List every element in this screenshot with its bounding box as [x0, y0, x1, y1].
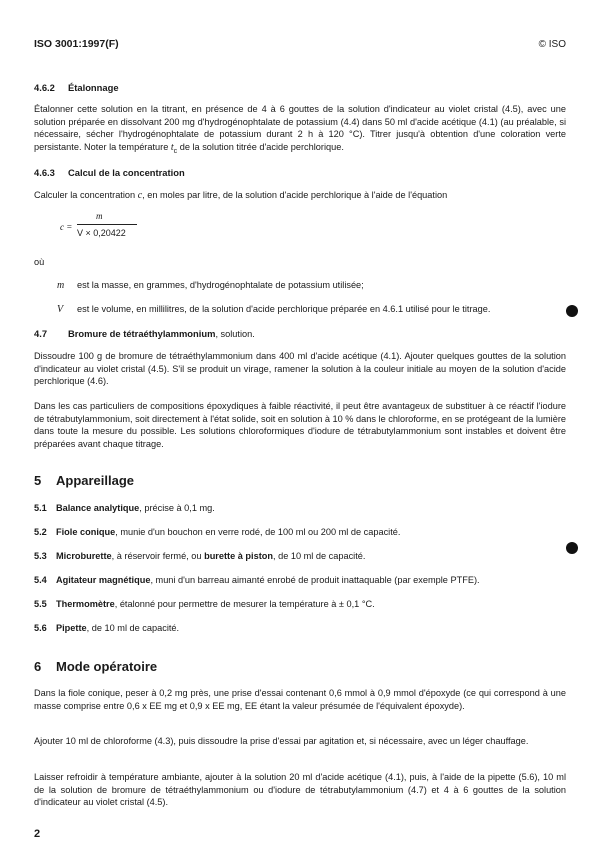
intro-text: Calculer la concentration [34, 190, 136, 200]
section-title: Mode opératoire [56, 659, 158, 674]
item-number: 5.4 [34, 575, 47, 585]
copyright-mark: © ISO [538, 39, 566, 50]
equation-numerator: m [96, 211, 103, 221]
item-name: Fiole conique [56, 527, 116, 537]
item-number: 5.5 [34, 599, 47, 609]
equipment-item [34, 551, 566, 564]
item-number: 5.3 [34, 551, 47, 561]
section-title: Étalonnage [68, 82, 119, 93]
item-name: Agitateur magnétique [56, 575, 151, 585]
v-symbol: V [57, 304, 64, 315]
section-4-6-3-intro [34, 189, 566, 203]
section-4-6-3-heading [34, 167, 185, 178]
section-6-para-3: Laisser refroidir à température ambiante, ajouter à la solution 20 ml d'acide acétique (4.1), puis, à l'aide de la pipette (5.6), 10 ml de la solution de bromure de tétraéthylammonium ou d'iodure de tétrabutylammonium (4.7) et 4 à 6 gouttes de la solution d'indicateur au violet cristal (4.5). [34, 772, 566, 808]
definition-v-text: est le volume, en millilitres, de la solution d'acide perchlorique préparée en 4.6.1 utilisé pour le titrage. [77, 304, 491, 314]
section-title: Calcul de la concentration [68, 167, 185, 178]
section-title-suffix: , solution. [215, 329, 255, 339]
section-number: 5 [34, 473, 42, 488]
equipment-item [34, 527, 566, 540]
item-number: 5.6 [34, 623, 47, 633]
page-number: 2 [34, 828, 41, 840]
equipment-item [34, 599, 566, 612]
body-text: Étalonner cette solution en la titrant, en présence de 4 à 6 gouttes de la solution d'indicateur au violet cristal (4.5), avec une solution préparée en dissolvant 200 mg d'hydrogénophtalate de potassium (4.4) dans 50 ml d'acide acétique (4.1) (au préalable, si nécessaire, sécher l'hydrogénophtalate de potassium durant 2 h à 120 °C). Titrer jusqu'à obtention d'une coloration verte persistante. Noter la température [34, 104, 566, 152]
section-title: Appareillage [56, 473, 135, 488]
section-5-heading [34, 473, 134, 488]
equation-lhs: c = [60, 222, 73, 232]
where-label: où [34, 257, 45, 267]
section-4-7-para-1: Dissoudre 100 g de bromure de tétraéthylammonium dans 400 ml d'acide acétique (4.1). Ajouter quelques gouttes de la solution d'indicateur au violet cristal (4.5). S'il se produit un virage, ramener la solution à la couleur initiale au moyen de la solution d'acide perchlorique (4.6). [34, 351, 566, 387]
body-text-end: de la solution titrée d'acide perchlorique. [179, 141, 344, 152]
m-symbol: m [57, 280, 65, 291]
item-text: , étalonné pour permettre de mesurer la température à ± 0,1 °C. [114, 599, 375, 609]
section-6-heading [34, 659, 157, 674]
change-marker-bullet [566, 542, 578, 554]
item-name-alt: burette à piston [204, 551, 273, 561]
item-number: 5.2 [34, 527, 47, 537]
item-text: , muni d'un barreau aimanté enrobé de produit inattaquable (par exemple PTFE). [150, 575, 480, 585]
item-number: 5.1 [34, 503, 47, 513]
section-title: Bromure de tétraéthylammonium [68, 328, 216, 339]
item-text: , à réservoir fermé, ou [111, 551, 205, 561]
t-symbol: t [170, 141, 174, 153]
item-text: , précise à 0,1 mg. [139, 503, 215, 513]
item-name: Pipette [56, 623, 87, 633]
item-name: Microburette [56, 551, 112, 561]
definition-m-text: est la masse, en grammes, d'hydrogénophtalate de potassium utilisée; [77, 280, 364, 290]
section-number: 4.6.3 [34, 167, 55, 178]
t-subscript: c [173, 147, 178, 155]
concentration-equation [60, 211, 150, 243]
item-name: Thermomètre [56, 599, 115, 609]
section-4-7-para-2: Dans les cas particuliers de compositions époxydiques à faible réactivité, il peut être avantageux de substituer à ce réactif l'iodure de tétrabutylammonium, soit directement à l'état solide, soit en solution à 10 % dans le chloroforme, en se protégeant de la lumière dans toute la mesure du possible. Les solutions chloroformiques d'iodure de tétrabutylammonium sont instables et doivent être préparées avant chaque titrage. [34, 401, 566, 449]
fraction-bar [77, 224, 137, 225]
equipment-item [34, 623, 566, 636]
c-symbol: c [137, 190, 143, 201]
change-marker-bullet [566, 305, 578, 317]
equipment-item [34, 503, 566, 516]
section-number: 4.6.2 [34, 82, 55, 93]
item-name: Balance analytique [56, 503, 140, 513]
section-4-6-2-heading [34, 82, 119, 93]
section-4-6-2-body [34, 103, 566, 158]
section-6-para-1: Dans la fiole conique, peser à 0,2 mg près, une prise d'essai contenant 0,6 mmol à 0,9 mmol d'époxyde (ce qui correspond à une masse comprise entre 0,6 x EE mg et 0,9 x EE mg, EE étant la valeur présumée de l'équivalent époxyde). [34, 688, 566, 711]
item-text: , de 10 ml de capacité. [86, 623, 180, 633]
equipment-item [34, 575, 566, 588]
intro-text-end: , en moles par litre, de la solution d'acide perchlorique à l'aide de l'équation [142, 190, 448, 200]
section-4-7-heading [34, 328, 255, 339]
item-text: , munie d'un bouchon en verre rodé, de 100 ml ou 200 ml de capacité. [115, 527, 401, 537]
section-number: 4.7 [34, 328, 48, 339]
section-6-para-2: Ajouter 10 ml de chloroforme (4.3), puis dissoudre la prise d'essai par agitation et, si nécessaire, avec un léger chauffage. [34, 736, 529, 746]
section-number: 6 [34, 659, 42, 674]
document-id: ISO 3001:1997(F) [34, 38, 119, 50]
item-text-end: , de 10 ml de capacité. [273, 551, 366, 561]
equation-denominator: V × 0,20422 [77, 228, 126, 238]
